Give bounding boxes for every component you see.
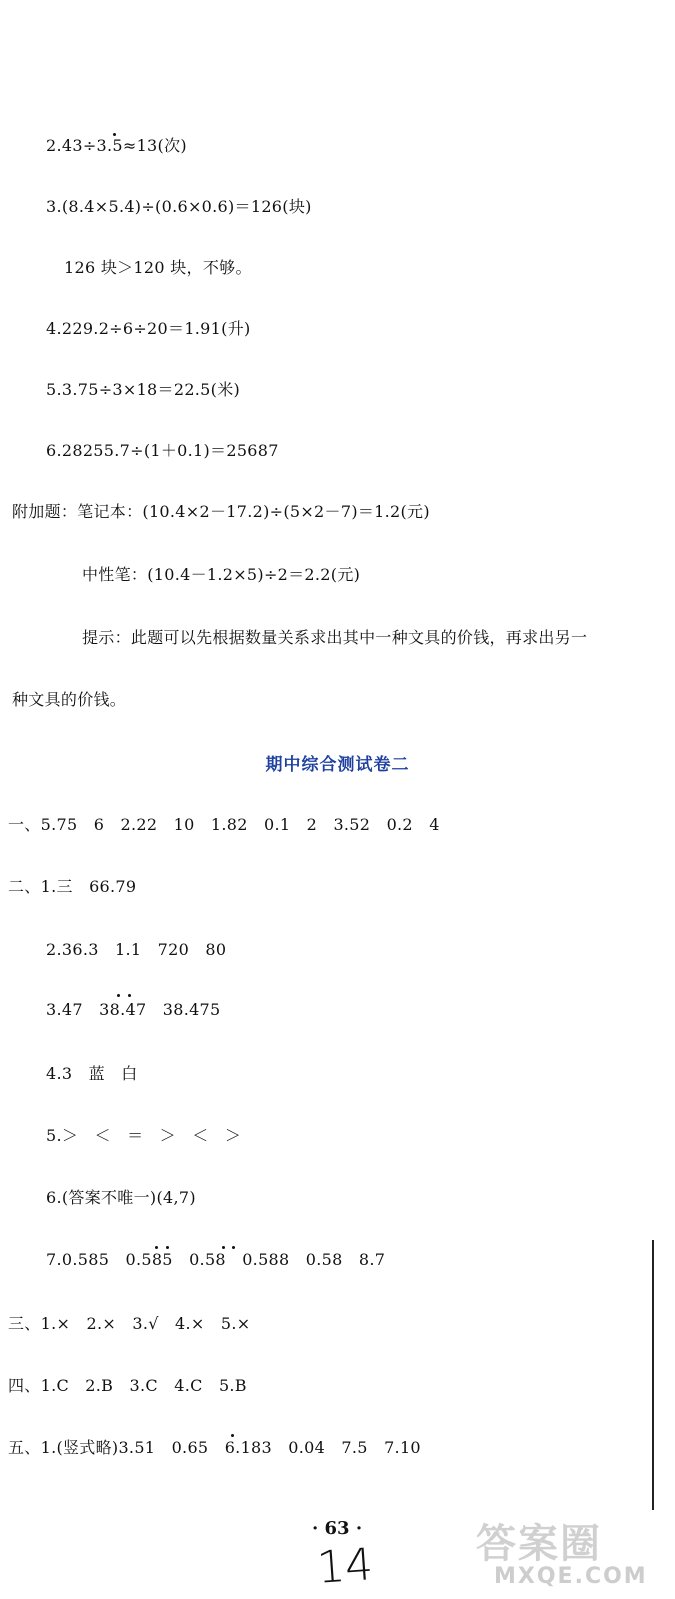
part-two-q2: 2.36.3 1.1 720 80 xyxy=(46,940,227,959)
hint-line-continued: 种文具的价钱。 xyxy=(12,690,127,709)
repeat-dot xyxy=(128,994,131,997)
answer-line-6: 6.28255.7÷(1＋0.1)＝25687 xyxy=(46,441,279,460)
answer-line-2: 3.(8.4×5.4)÷(0.6×0.6)＝126(块) xyxy=(46,197,312,216)
repeat-dot xyxy=(166,1246,169,1249)
section-title: 期中综合测试卷二 xyxy=(265,755,410,775)
page-number: · 63 · xyxy=(312,1518,363,1539)
part-three-answers: 三、1.× 2.× 3.√ 4.× 5.× xyxy=(8,1314,251,1333)
watermark-chinese: 答案圈 xyxy=(476,1521,602,1567)
repeat-dot xyxy=(113,133,116,136)
handwritten-page-number: 14 xyxy=(315,1539,375,1594)
part-two-q3: 3.47 38.47 38.475 xyxy=(46,1000,221,1019)
answer-line-4: 4.229.2÷6÷20＝1.91(升) xyxy=(46,319,251,338)
repeat-dot xyxy=(232,1246,235,1249)
watermark-english: MXQE.COM xyxy=(494,1564,648,1589)
answer-line-5: 5.3.75÷3×18＝22.5(米) xyxy=(46,380,241,399)
part-one-answers: 一、5.75 6 2.22 10 1.82 0.1 2 3.52 0.2 4 xyxy=(8,815,440,834)
repeat-dot xyxy=(231,1434,234,1437)
watermark-logo xyxy=(476,1512,666,1592)
repeat-dot xyxy=(117,994,120,997)
repeat-dot xyxy=(222,1246,225,1249)
answer-line-3: 126 块＞120 块，不够。 xyxy=(64,258,252,277)
part-two-q6: 6.(答案不唯一)(4,7) xyxy=(46,1188,196,1207)
answer-line-1: 2.43÷3.5≈13(次) xyxy=(46,136,187,155)
part-two-q7: 7.0.585 0.585 0.58 0.588 0.58 8.7 xyxy=(46,1250,386,1269)
hint-line: 提示：此题可以先根据数量关系求出其中一种文具的价钱，再求出另一 xyxy=(82,628,588,647)
repeat-dot xyxy=(155,1246,158,1249)
part-four-answers: 四、1.C 2.B 3.C 4.C 5.B xyxy=(8,1376,247,1395)
page-edge-rule xyxy=(652,1240,654,1510)
part-two-q4: 4.3 蓝 白 xyxy=(46,1064,138,1083)
part-two-q5: 5.＞ ＜ ＝ ＞ ＜ ＞ xyxy=(46,1126,242,1145)
bonus-pen-line: 中性笔：(10.4－1.2×5)÷2＝2.2(元) xyxy=(82,565,361,584)
part-five-answers: 五、1.(竖式略)3.51 0.65 6.183 0.04 7.5 7.10 xyxy=(8,1438,421,1457)
bonus-question-line: 附加题：笔记本：(10.4×2－17.2)÷(5×2－7)＝1.2(元) xyxy=(12,502,430,521)
part-two-q1: 二、1.三 66.79 xyxy=(8,877,137,896)
